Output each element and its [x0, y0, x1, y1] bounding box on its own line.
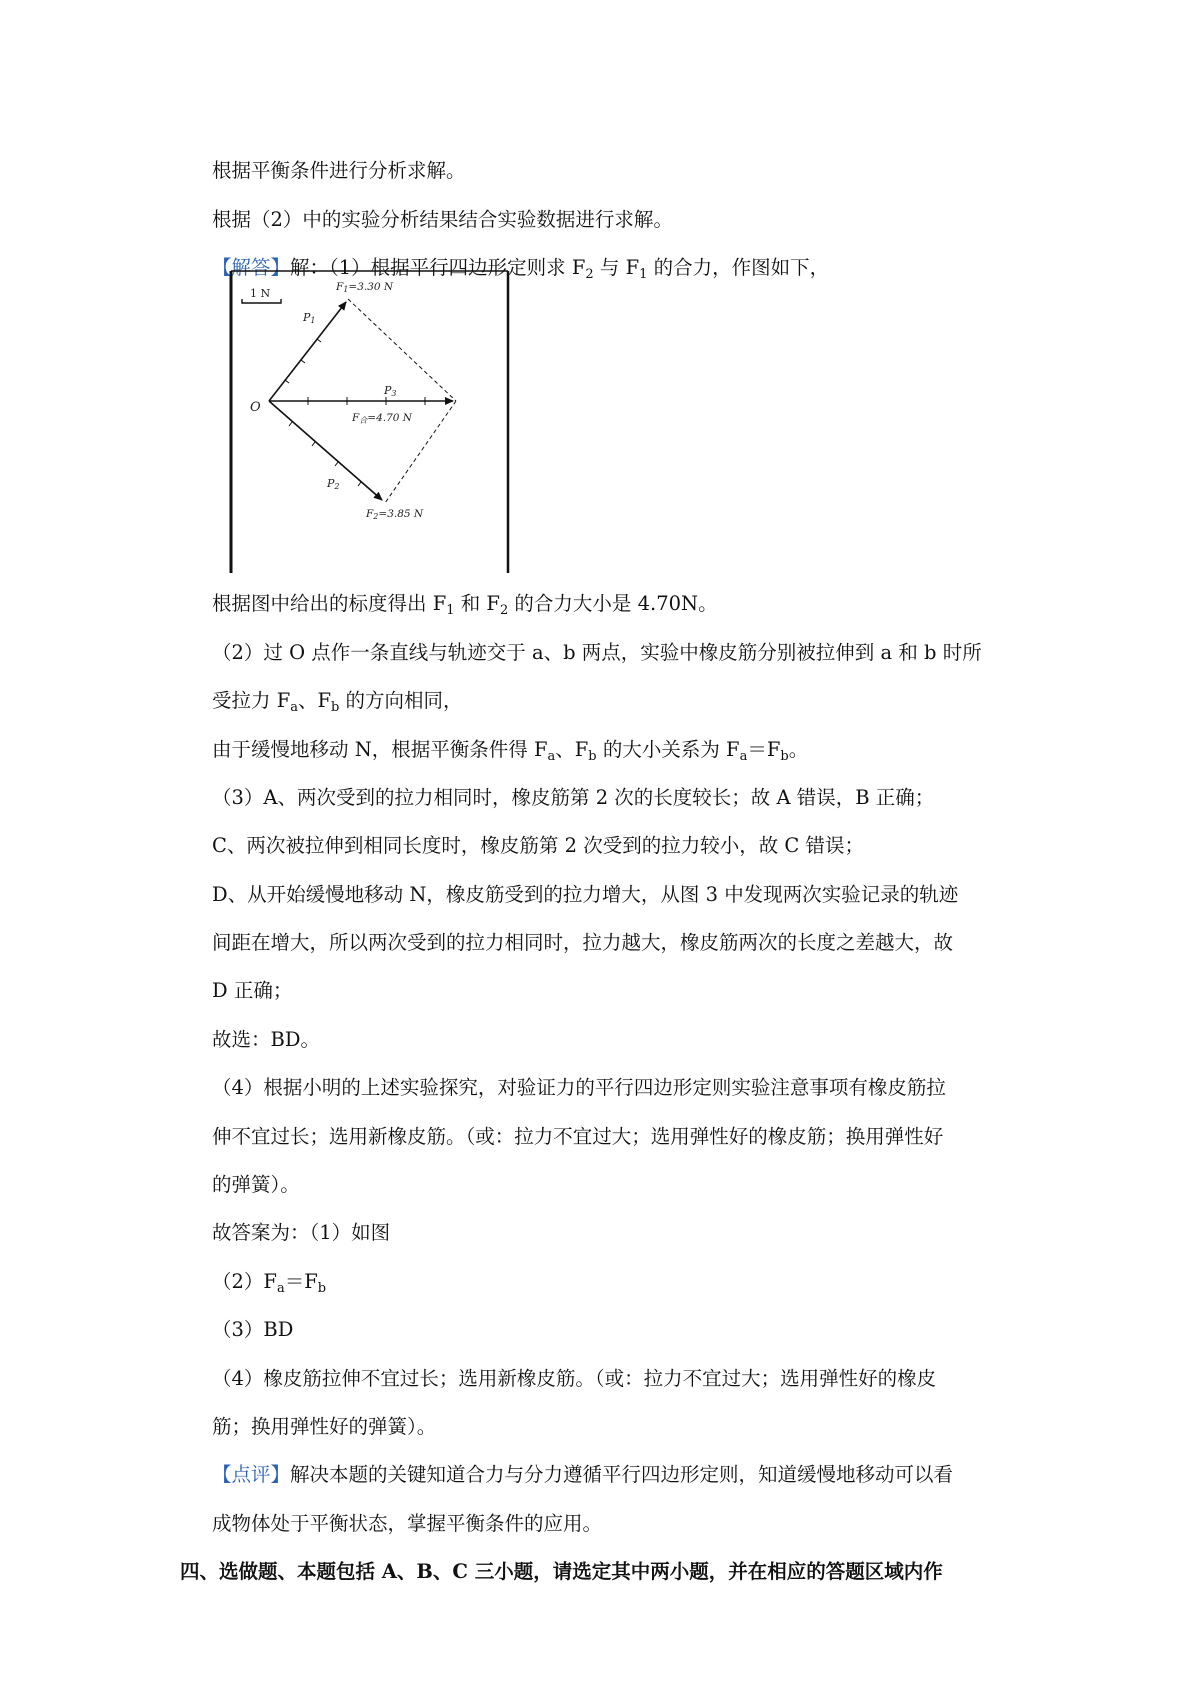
text-line-5: （2）过 O 点作一条直线与轨迹交于 a、b 两点，实验中橡皮筋分别被拉伸到 a 和 b 时所 [212, 641, 982, 664]
comment-text: 解决本题的关键知道合力与分力遵循平行四边形定则，知道缓慢地移动可以看 [290, 1463, 954, 1486]
text-line-14: （4）根据小明的上述实验探究，对验证力的平行四边形定则实验注意事项有橡皮筋拉 [212, 1076, 946, 1099]
text-line-19: （3）BD [212, 1318, 294, 1341]
label-p3: P3 [384, 384, 397, 398]
text-line-1: 根据平衡条件进行分析求解。 [212, 159, 466, 182]
text-line-11: 间距在增大，所以两次受到的拉力相同时，拉力越大，橡皮筋两次的长度之差越大，故 [212, 931, 954, 954]
text-line-4: 根据图中给出的标度得出 $F_1$ 和 $F_2$ 的合力大小是 4.70N。 [212, 592, 718, 618]
text-line-6: 受拉力 $F_a$、$F_b$ 的方向相同， [212, 689, 463, 715]
section-heading: 四、选做题、本题包括 A、B、C 三小题，请选定其中两小题，并在相应的答题区域内作 [180, 1560, 943, 1583]
text-line-2: 根据（2）中的实验分析结果结合实验数据进行求解。 [212, 208, 673, 231]
text-line-17: 故答案为：（1）如图 [212, 1221, 391, 1244]
force-parallelogram-figure [228, 263, 511, 573]
comment-tag: 【点评】 [212, 1463, 291, 1486]
text-line-10: D、从开始缓慢地移动 N，橡皮筋受到的拉力增大，从图 3 中发现两次实验记录的轨迹 [212, 883, 959, 906]
text-line-18: $(2)F_a=F_b$ [212, 1270, 327, 1296]
f1-ticks [285, 339, 321, 383]
text-line-15: 伸不宜过长；选用新橡皮筋。（或：拉力不宜过大；选用弹性好的橡皮筋；换用弹性好 [212, 1125, 944, 1148]
text-line-8: （3）A、两次受到的拉力相同时，橡皮筋第 2 次的长度较长；故 A 错误，B 正确； [212, 786, 935, 809]
text-line-21: 筋；换用弹性好的弹簧）。 [212, 1415, 437, 1438]
label-f2: F2=3.85 N [366, 508, 424, 521]
text-line-9: C、两次被拉伸到相同长度时，橡皮筋第 2 次受到的拉力较小，故 C 错误； [212, 834, 865, 857]
text-line-20: （4）橡皮筋拉伸不宜过长；选用新橡皮筋。（或：拉力不宜过大；选用弹性好的橡皮 [212, 1367, 937, 1390]
f2-ticks [289, 422, 361, 486]
label-p2: P2 [327, 477, 340, 491]
answer-text: 解：（1）根据平行四边形定则求 $F_2$ 与 $F_1$ 的合力，作图如下， [290, 256, 830, 282]
scale-label: 1 N [250, 287, 271, 300]
label-p1: P1 [303, 311, 316, 325]
text-line-7: 由于缓慢地移动 N，根据平衡条件得 $F_a$、$F_b$ 的大小关系为 $F_a=F_b$。 [212, 738, 809, 764]
label-o: O [250, 400, 261, 415]
dashed-side-f1 [348, 299, 456, 401]
text-line-23: 成物体处于平衡状态，掌握平衡条件的应用。 [212, 1512, 603, 1535]
text-line-13: 故选：BD。 [212, 1028, 320, 1051]
text-line-12: D 正确； [212, 979, 293, 1002]
label-f1: F1=3.30 N [336, 281, 394, 294]
comment-line [212, 1461, 953, 1489]
label-fh: F合=4.70 N [352, 412, 412, 425]
text-line-16: 的弹簧）。 [212, 1173, 300, 1196]
answer-tag: 【解答】 [212, 256, 291, 279]
